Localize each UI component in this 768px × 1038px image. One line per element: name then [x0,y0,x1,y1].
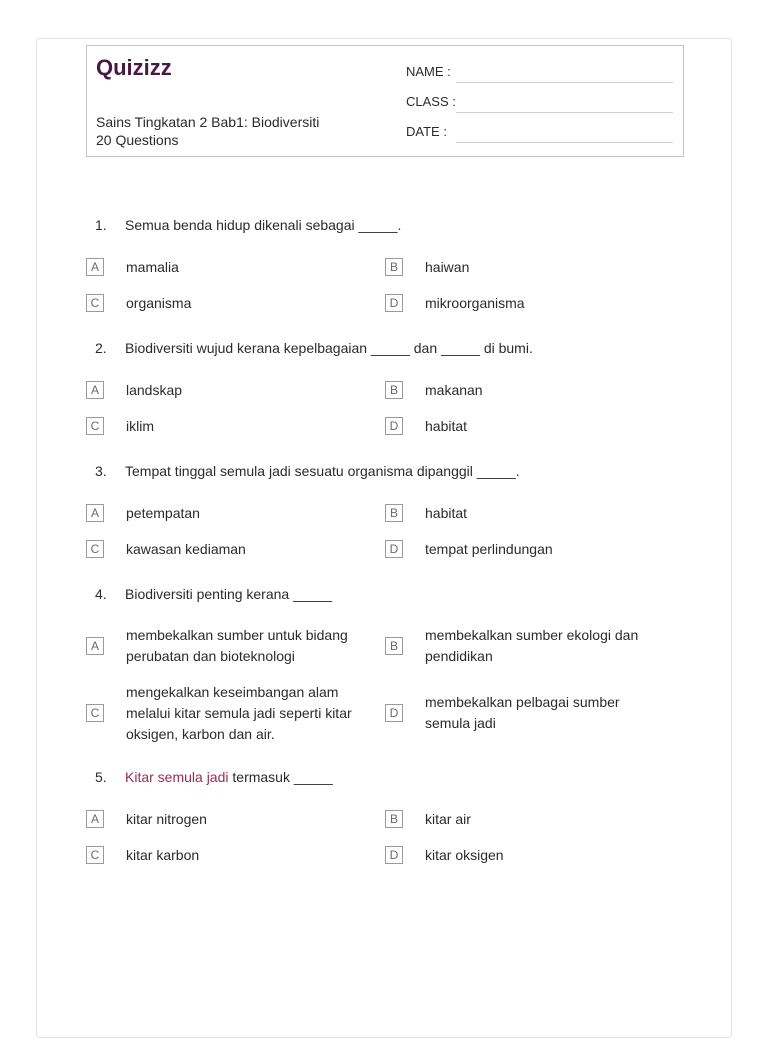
question-number: 2. [95,340,107,356]
option-text: kitar nitrogen [126,811,207,827]
question-number: 1. [95,217,107,233]
question-text: Semua benda hidup dikenali sebagai _____. [125,217,402,233]
option-text: membekalkan pelbagai sumber semula jadi [425,694,620,731]
option-text: kitar air [425,811,471,827]
option-text: kawasan kediaman [126,541,246,557]
class-field [406,94,456,109]
option-text: kitar oksigen [425,847,504,863]
option-text: iklim [126,418,154,434]
option-text: mengekalkan keseimbangan alam melalui kitar semula jadi seperti kitar oksigen, karbon dan air. [126,684,352,742]
option-text: membekalkan sumber ekologi dan pendidikan [425,627,639,664]
question-number: 4. [95,586,107,602]
option-letter-box: D [385,417,403,435]
option-letter-box: D [385,294,403,312]
question-text: Tempat tinggal semula jadi sesuatu organisma dipanggil _____. [125,463,520,479]
option-text: kitar karbon [126,847,200,863]
date-line [456,141,673,143]
question-count: 20 Questions [96,132,179,148]
quizizz-logo: Quizizz [96,55,172,80]
question-text-rest: termasuk _____ [228,769,333,785]
option-letter-box: B [385,381,403,399]
option-letter-box: C [86,540,104,558]
question-number: 5. [95,769,107,785]
name-label: NAME : [406,64,451,79]
option-text: habitat [425,418,468,434]
option-text: membekalkan sumber untuk bidang perubatan dan bioteknologi [126,627,348,664]
option-letter-box: B [385,637,403,655]
date-field [406,124,447,139]
option-text: landskap [126,382,183,398]
option-letter-box: A [86,381,104,399]
option-text: habitat [425,505,468,521]
option-letter-box: C [86,417,104,435]
date-label: DATE : [406,124,447,139]
option-letter-box: A [86,258,104,276]
option-letter-box: C [86,294,104,312]
option-letter-box: C [86,846,104,864]
worksheet-page [36,38,732,1038]
name-line [456,81,673,83]
option-text: tempat perlindungan [425,541,553,557]
option-letter-box: B [385,810,403,828]
option-letter-box: B [385,504,403,522]
worksheet-title: Sains Tingkatan 2 Bab1: Biodiversiti [96,114,320,130]
option-letter-box: C [86,704,104,722]
option-letter-box: B [385,258,403,276]
option-letter-box: A [86,810,104,828]
option-letter-box: D [385,704,403,722]
question-text: Biodiversiti wujud kerana kepelbagaian _____ dan _____ di bumi. [125,340,533,356]
option-letter-box: D [385,540,403,558]
question-number: 3. [95,463,107,479]
option-text: mikroorganisma [425,295,525,311]
question-highlight: Kitar semula jadi [125,769,229,785]
option-letter-box: D [385,846,403,864]
option-letter-box: A [86,504,104,522]
class-label: CLASS : [406,94,456,109]
option-text: mamalia [126,259,179,275]
option-text: organisma [126,295,192,311]
class-line [456,111,673,113]
question-text [125,768,333,786]
option-text: haiwan [425,259,470,275]
name-field [406,64,451,79]
option-text: makanan [425,382,483,398]
option-letter-box: A [86,637,104,655]
option-text: petempatan [126,505,200,521]
question-text: Biodiversiti penting kerana _____ [125,586,333,602]
worksheet-header [86,45,684,157]
